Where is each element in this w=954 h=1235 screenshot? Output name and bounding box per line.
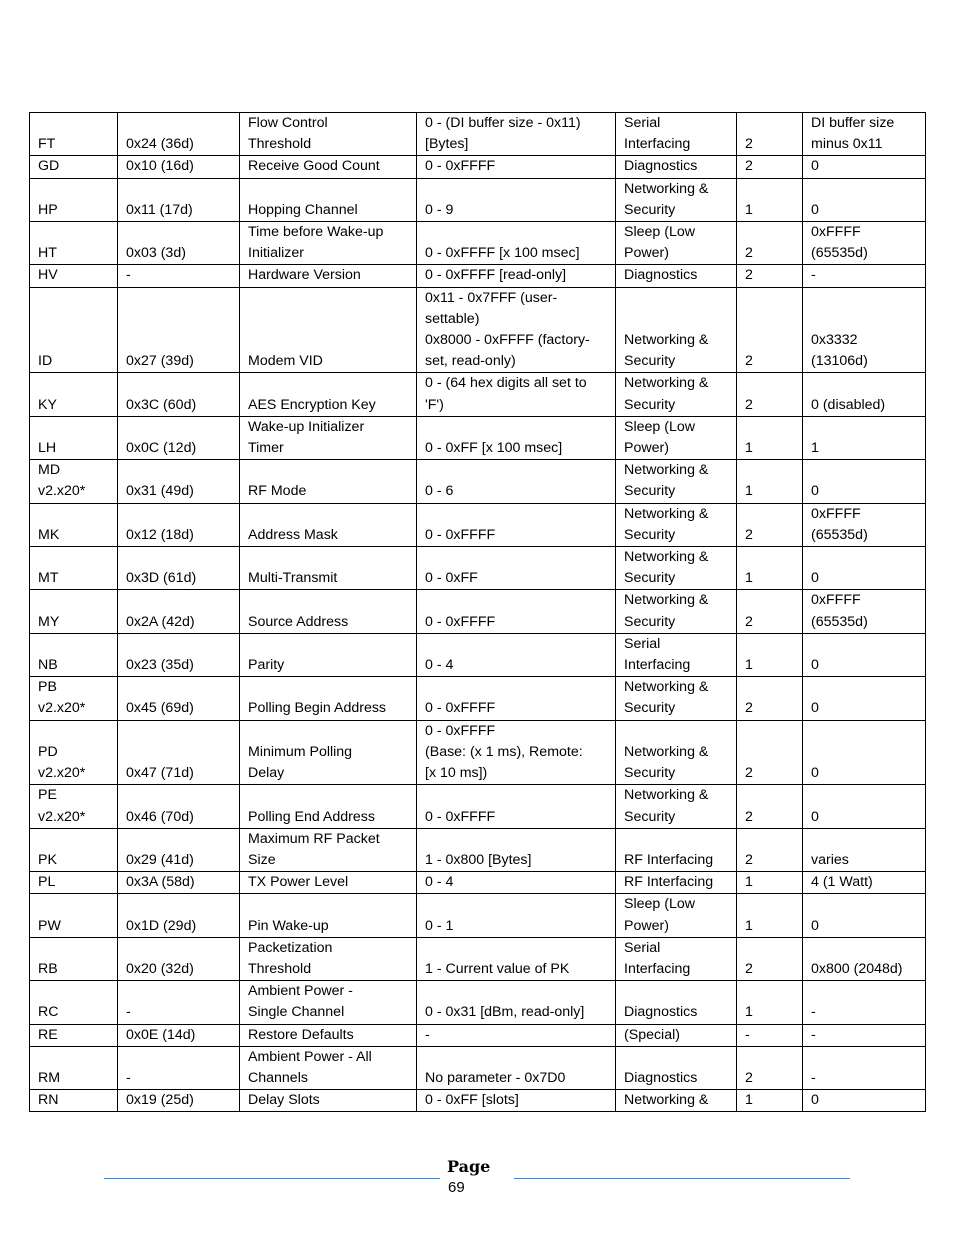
range-cell: -	[417, 1024, 616, 1046]
category-cell: Networking & Security	[616, 590, 737, 633]
bytes-cell: 2	[737, 503, 803, 546]
command-cell: PK	[30, 828, 118, 871]
category-cell: Serial Interfacing	[616, 937, 737, 980]
parameter-id-cell: 0x3C (60d)	[118, 373, 240, 416]
name-cell: Ambient Power - All Channels	[240, 1046, 417, 1089]
range-cell: 0 - 4	[417, 633, 616, 676]
name-cell: Pin Wake-up	[240, 894, 417, 937]
name-cell: Restore Defaults	[240, 1024, 417, 1046]
bytes-cell: -	[737, 1024, 803, 1046]
table-row	[30, 590, 926, 633]
category-cell: Networking & Security	[616, 460, 737, 503]
name-cell: Parity	[240, 633, 417, 676]
command-cell: HT	[30, 222, 118, 265]
default-cell: 0	[803, 785, 926, 828]
parameter-id-cell: 0x20 (32d)	[118, 937, 240, 980]
command-cell: HV	[30, 265, 118, 287]
command-cell: RN	[30, 1090, 118, 1112]
name-cell: Packetization Threshold	[240, 937, 417, 980]
bytes-cell: 1	[737, 633, 803, 676]
command-cell: GD	[30, 156, 118, 178]
default-cell: 0xFFFF (65535d)	[803, 503, 926, 546]
page-label: Page	[447, 1157, 491, 1176]
parameter-id-cell: 0x3D (61d)	[118, 547, 240, 590]
command-cell: RB	[30, 937, 118, 980]
bytes-cell: 1	[737, 416, 803, 459]
table-row	[30, 894, 926, 937]
command-cell: HP	[30, 178, 118, 221]
category-cell: Networking & Security	[616, 677, 737, 720]
default-cell: 0	[803, 720, 926, 785]
command-cell: PW	[30, 894, 118, 937]
default-cell: 0	[803, 1090, 926, 1112]
default-cell: 4 (1 Watt)	[803, 872, 926, 894]
name-cell: TX Power Level	[240, 872, 417, 894]
category-cell: Diagnostics	[616, 265, 737, 287]
parameter-id-cell: 0x46 (70d)	[118, 785, 240, 828]
default-cell: 0x3332 (13106d)	[803, 287, 926, 373]
name-cell: Hardware Version	[240, 265, 417, 287]
name-cell: Wake-up Initializer Timer	[240, 416, 417, 459]
bytes-cell: 2	[737, 828, 803, 871]
bytes-cell: 2	[737, 113, 803, 156]
parameter-id-cell: 0x19 (25d)	[118, 1090, 240, 1112]
command-cell: RC	[30, 981, 118, 1024]
table-row	[30, 872, 926, 894]
range-cell: 0 - 0xFFFF (Base: (x 1 ms), Remote: [x 10 ms])	[417, 720, 616, 785]
default-cell: -	[803, 1024, 926, 1046]
range-cell: 0 - 0xFFFF	[417, 785, 616, 828]
default-cell: 0xFFFF (65535d)	[803, 222, 926, 265]
default-cell: -	[803, 265, 926, 287]
footer-divider-right	[514, 1178, 850, 1179]
command-cell: RE	[30, 1024, 118, 1046]
parameter-id-cell: 0x0C (12d)	[118, 416, 240, 459]
parameter-id-cell: -	[118, 981, 240, 1024]
command-cell: PL	[30, 872, 118, 894]
table-row	[30, 156, 926, 178]
command-cell: MT	[30, 547, 118, 590]
default-cell: 0	[803, 677, 926, 720]
name-cell: Hopping Channel	[240, 178, 417, 221]
table-row	[30, 265, 926, 287]
parameter-id-cell: 0x47 (71d)	[118, 720, 240, 785]
table-row	[30, 937, 926, 980]
parameter-id-cell: 0x11 (17d)	[118, 178, 240, 221]
parameter-id-cell: 0x12 (18d)	[118, 503, 240, 546]
range-cell: 0 - 0xFFFF	[417, 156, 616, 178]
table-row	[30, 503, 926, 546]
table-row	[30, 828, 926, 871]
category-cell: Networking & Security	[616, 287, 737, 373]
range-cell: 0 - (64 hex digits all set to 'F')	[417, 373, 616, 416]
bytes-cell: 1	[737, 894, 803, 937]
bytes-cell: 1	[737, 1090, 803, 1112]
parameter-id-cell: 0x31 (49d)	[118, 460, 240, 503]
category-cell: (Special)	[616, 1024, 737, 1046]
default-cell: 1	[803, 416, 926, 459]
table-row	[30, 720, 926, 785]
name-cell: Ambient Power - Single Channel	[240, 981, 417, 1024]
page-number: 69	[448, 1179, 465, 1196]
table-row	[30, 785, 926, 828]
range-cell: 0 - 0xFFFF	[417, 677, 616, 720]
command-cell: MY	[30, 590, 118, 633]
table-row	[30, 113, 926, 156]
name-cell: Delay Slots	[240, 1090, 417, 1112]
default-cell: 0	[803, 547, 926, 590]
bytes-cell: 1	[737, 547, 803, 590]
category-cell: Diagnostics	[616, 156, 737, 178]
range-cell: No parameter - 0x7D0	[417, 1046, 616, 1089]
range-cell: 0 - 0xFF [slots]	[417, 1090, 616, 1112]
parameter-id-cell: 0x2A (42d)	[118, 590, 240, 633]
name-cell: Modem VID	[240, 287, 417, 373]
parameter-id-cell: 0x1D (29d)	[118, 894, 240, 937]
range-cell: 0 - 0xFFFF	[417, 503, 616, 546]
footer-divider-left	[104, 1178, 440, 1179]
table-row	[30, 547, 926, 590]
table-row	[30, 287, 926, 373]
range-cell: 1 - Current value of PK	[417, 937, 616, 980]
parameter-id-cell: -	[118, 265, 240, 287]
range-cell: 0 - (DI buffer size - 0x11) [Bytes]	[417, 113, 616, 156]
range-cell: 0 - 0xFF [x 100 msec]	[417, 416, 616, 459]
default-cell: 0x800 (2048d)	[803, 937, 926, 980]
parameter-id-cell: 0x27 (39d)	[118, 287, 240, 373]
bytes-cell: 1	[737, 460, 803, 503]
command-cell: ID	[30, 287, 118, 373]
table-row	[30, 981, 926, 1024]
parameter-id-cell: 0x23 (35d)	[118, 633, 240, 676]
name-cell: Polling End Address	[240, 785, 417, 828]
name-cell: Flow Control Threshold	[240, 113, 417, 156]
parameter-id-cell: 0x29 (41d)	[118, 828, 240, 871]
bytes-cell: 2	[737, 1046, 803, 1089]
default-cell: 0xFFFF (65535d)	[803, 590, 926, 633]
category-cell: Sleep (Low Power)	[616, 416, 737, 459]
command-cell: NB	[30, 633, 118, 676]
default-cell: 0	[803, 178, 926, 221]
bytes-cell: 2	[737, 373, 803, 416]
command-cell: MD v2.x20*	[30, 460, 118, 503]
default-cell: DI buffer size minus 0x11	[803, 113, 926, 156]
category-cell: Networking & Security	[616, 547, 737, 590]
name-cell: Receive Good Count	[240, 156, 417, 178]
name-cell: RF Mode	[240, 460, 417, 503]
category-cell: Networking & Security	[616, 373, 737, 416]
command-cell: KY	[30, 373, 118, 416]
range-cell: 0 - 0xFFFF	[417, 590, 616, 633]
bytes-cell: 2	[737, 156, 803, 178]
range-cell: 0 - 9	[417, 178, 616, 221]
bytes-cell: 2	[737, 937, 803, 980]
bytes-cell: 1	[737, 981, 803, 1024]
range-cell: 1 - 0x800 [Bytes]	[417, 828, 616, 871]
parameter-id-cell: 0x24 (36d)	[118, 113, 240, 156]
range-cell: 0 - 0xFFFF [x 100 msec]	[417, 222, 616, 265]
at-command-parameter-table	[29, 112, 926, 1112]
bytes-cell: 2	[737, 265, 803, 287]
category-cell: Networking & Security	[616, 178, 737, 221]
name-cell: Multi-Transmit	[240, 547, 417, 590]
bytes-cell: 2	[737, 720, 803, 785]
table-row	[30, 1090, 926, 1112]
default-cell: -	[803, 1046, 926, 1089]
category-cell: Sleep (Low Power)	[616, 222, 737, 265]
parameter-id-cell: 0x03 (3d)	[118, 222, 240, 265]
command-cell: PB v2.x20*	[30, 677, 118, 720]
command-cell: PD v2.x20*	[30, 720, 118, 785]
default-cell: -	[803, 981, 926, 1024]
range-cell: 0x11 - 0x7FFF (user- settable) 0x8000 - 0xFFFF (factory- set, read-only)	[417, 287, 616, 373]
default-cell: 0 (disabled)	[803, 373, 926, 416]
range-cell: 0 - 4	[417, 872, 616, 894]
category-cell: Networking & Security	[616, 785, 737, 828]
command-cell: MK	[30, 503, 118, 546]
category-cell: RF Interfacing	[616, 828, 737, 871]
default-cell: 0	[803, 460, 926, 503]
table-row	[30, 460, 926, 503]
range-cell: 0 - 0x31 [dBm, read-only]	[417, 981, 616, 1024]
bytes-cell: 2	[737, 287, 803, 373]
name-cell: Time before Wake-up Initializer	[240, 222, 417, 265]
category-cell: RF Interfacing	[616, 872, 737, 894]
category-cell: Diagnostics	[616, 1046, 737, 1089]
command-cell: PE v2.x20*	[30, 785, 118, 828]
name-cell: AES Encryption Key	[240, 373, 417, 416]
default-cell: 0	[803, 156, 926, 178]
table-row	[30, 1046, 926, 1089]
parameter-id-cell: 0x3A (58d)	[118, 872, 240, 894]
category-cell: Sleep (Low Power)	[616, 894, 737, 937]
command-cell: FT	[30, 113, 118, 156]
default-cell: 0	[803, 633, 926, 676]
range-cell: 0 - 0xFFFF [read-only]	[417, 265, 616, 287]
category-cell: Diagnostics	[616, 981, 737, 1024]
table-row	[30, 1024, 926, 1046]
command-cell: RM	[30, 1046, 118, 1089]
table-row	[30, 373, 926, 416]
table-row	[30, 416, 926, 459]
category-cell: Serial Interfacing	[616, 633, 737, 676]
range-cell: 0 - 6	[417, 460, 616, 503]
parameter-id-cell: 0x45 (69d)	[118, 677, 240, 720]
name-cell: Polling Begin Address	[240, 677, 417, 720]
bytes-cell: 1	[737, 178, 803, 221]
bytes-cell: 2	[737, 785, 803, 828]
range-cell: 0 - 0xFF	[417, 547, 616, 590]
table-body	[30, 113, 926, 1112]
name-cell: Source Address	[240, 590, 417, 633]
bytes-cell: 2	[737, 590, 803, 633]
table-row	[30, 222, 926, 265]
category-cell: Networking &	[616, 1090, 737, 1112]
bytes-cell: 2	[737, 222, 803, 265]
parameter-id-cell: 0x10 (16d)	[118, 156, 240, 178]
bytes-cell: 2	[737, 677, 803, 720]
name-cell: Maximum RF Packet Size	[240, 828, 417, 871]
bytes-cell: 1	[737, 872, 803, 894]
range-cell: 0 - 1	[417, 894, 616, 937]
parameter-id-cell: -	[118, 1046, 240, 1089]
category-cell: Serial Interfacing	[616, 113, 737, 156]
command-cell: LH	[30, 416, 118, 459]
table-row	[30, 178, 926, 221]
default-cell: varies	[803, 828, 926, 871]
default-cell: 0	[803, 894, 926, 937]
name-cell: Address Mask	[240, 503, 417, 546]
table-row	[30, 677, 926, 720]
table-row	[30, 633, 926, 676]
category-cell: Networking & Security	[616, 720, 737, 785]
category-cell: Networking & Security	[616, 503, 737, 546]
parameter-id-cell: 0x0E (14d)	[118, 1024, 240, 1046]
name-cell: Minimum Polling Delay	[240, 720, 417, 785]
